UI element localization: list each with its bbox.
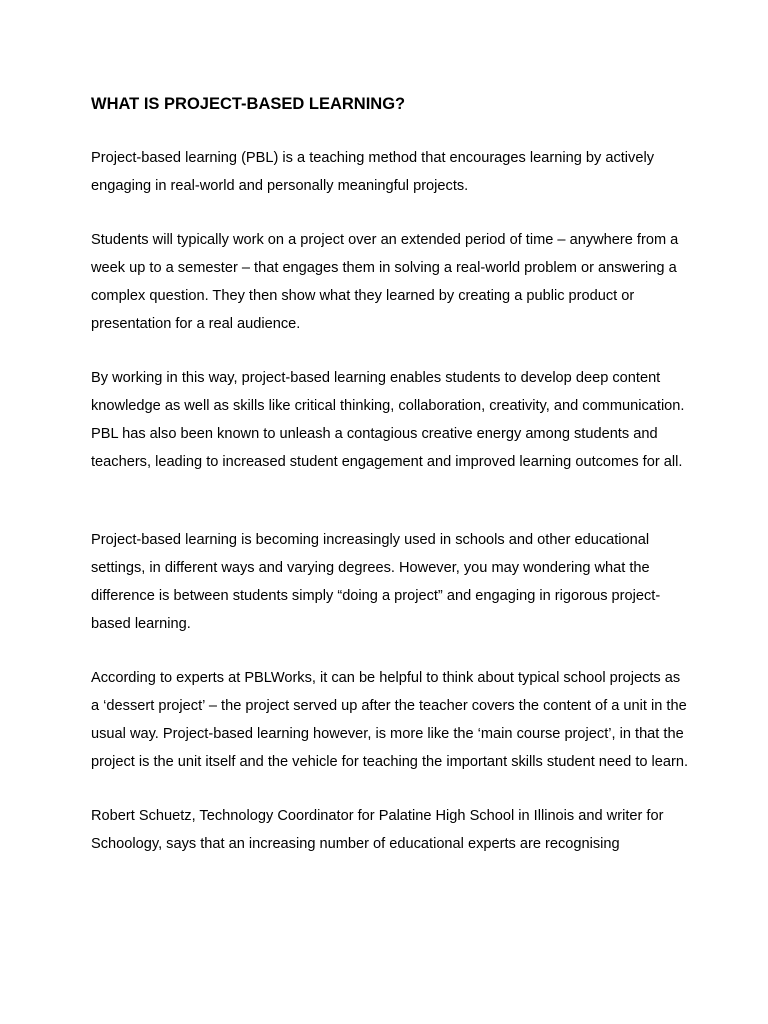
- paragraph-project-duration: Students will typically work on a project over an extended period of time – anywhere from a week up to a semester – that engages them in solving a real-world problem or answering a complex question. They then show what they learned by creating a public product or presentation for a real audience.: [91, 232, 679, 332]
- paragraph-pbl-definition: Project-based learning (PBL) is a teaching method that encourages learning by actively engaging in real-world and personally meaningful projects.: [91, 150, 654, 194]
- paragraph-robert-schuetz: Robert Schuetz, Technology Coordinator for Palatine High School in Illinois and writer for Schoology, says that an increasing number of educational experts are recognising: [91, 808, 664, 852]
- paragraph-increasing-use: Project-based learning is becoming increasingly used in schools and other educational settings, in different ways and varying degrees. However, you may wondering what the difference is between students simply “doing a project” and engaging in rigorous project-based learning.: [91, 532, 661, 632]
- paragraph-dessert-vs-main-course: According to experts at PBLWorks, it can be helpful to think about typical school projects as a ‘dessert project’ – the project served up after the teacher covers the content of a unit in the usual way. Project-based learning however, is more like the ‘main course project’, in that the project is the unit itself and the vehicle for teaching the important skills student need to learn.: [91, 670, 689, 770]
- document-body: [91, 94, 691, 884]
- paragraph-skills-development: By working in this way, project-based learning enables students to develop deep content knowledge as well as skills like critical thinking, collaboration, creativity, and communication. PBL has also been known to unleash a contagious creative energy among students and teachers, leading to increased student engagement and improved learning outcomes for all.: [91, 370, 685, 470]
- document-title: WHAT IS PROJECT-BASED LEARNING?: [91, 95, 406, 113]
